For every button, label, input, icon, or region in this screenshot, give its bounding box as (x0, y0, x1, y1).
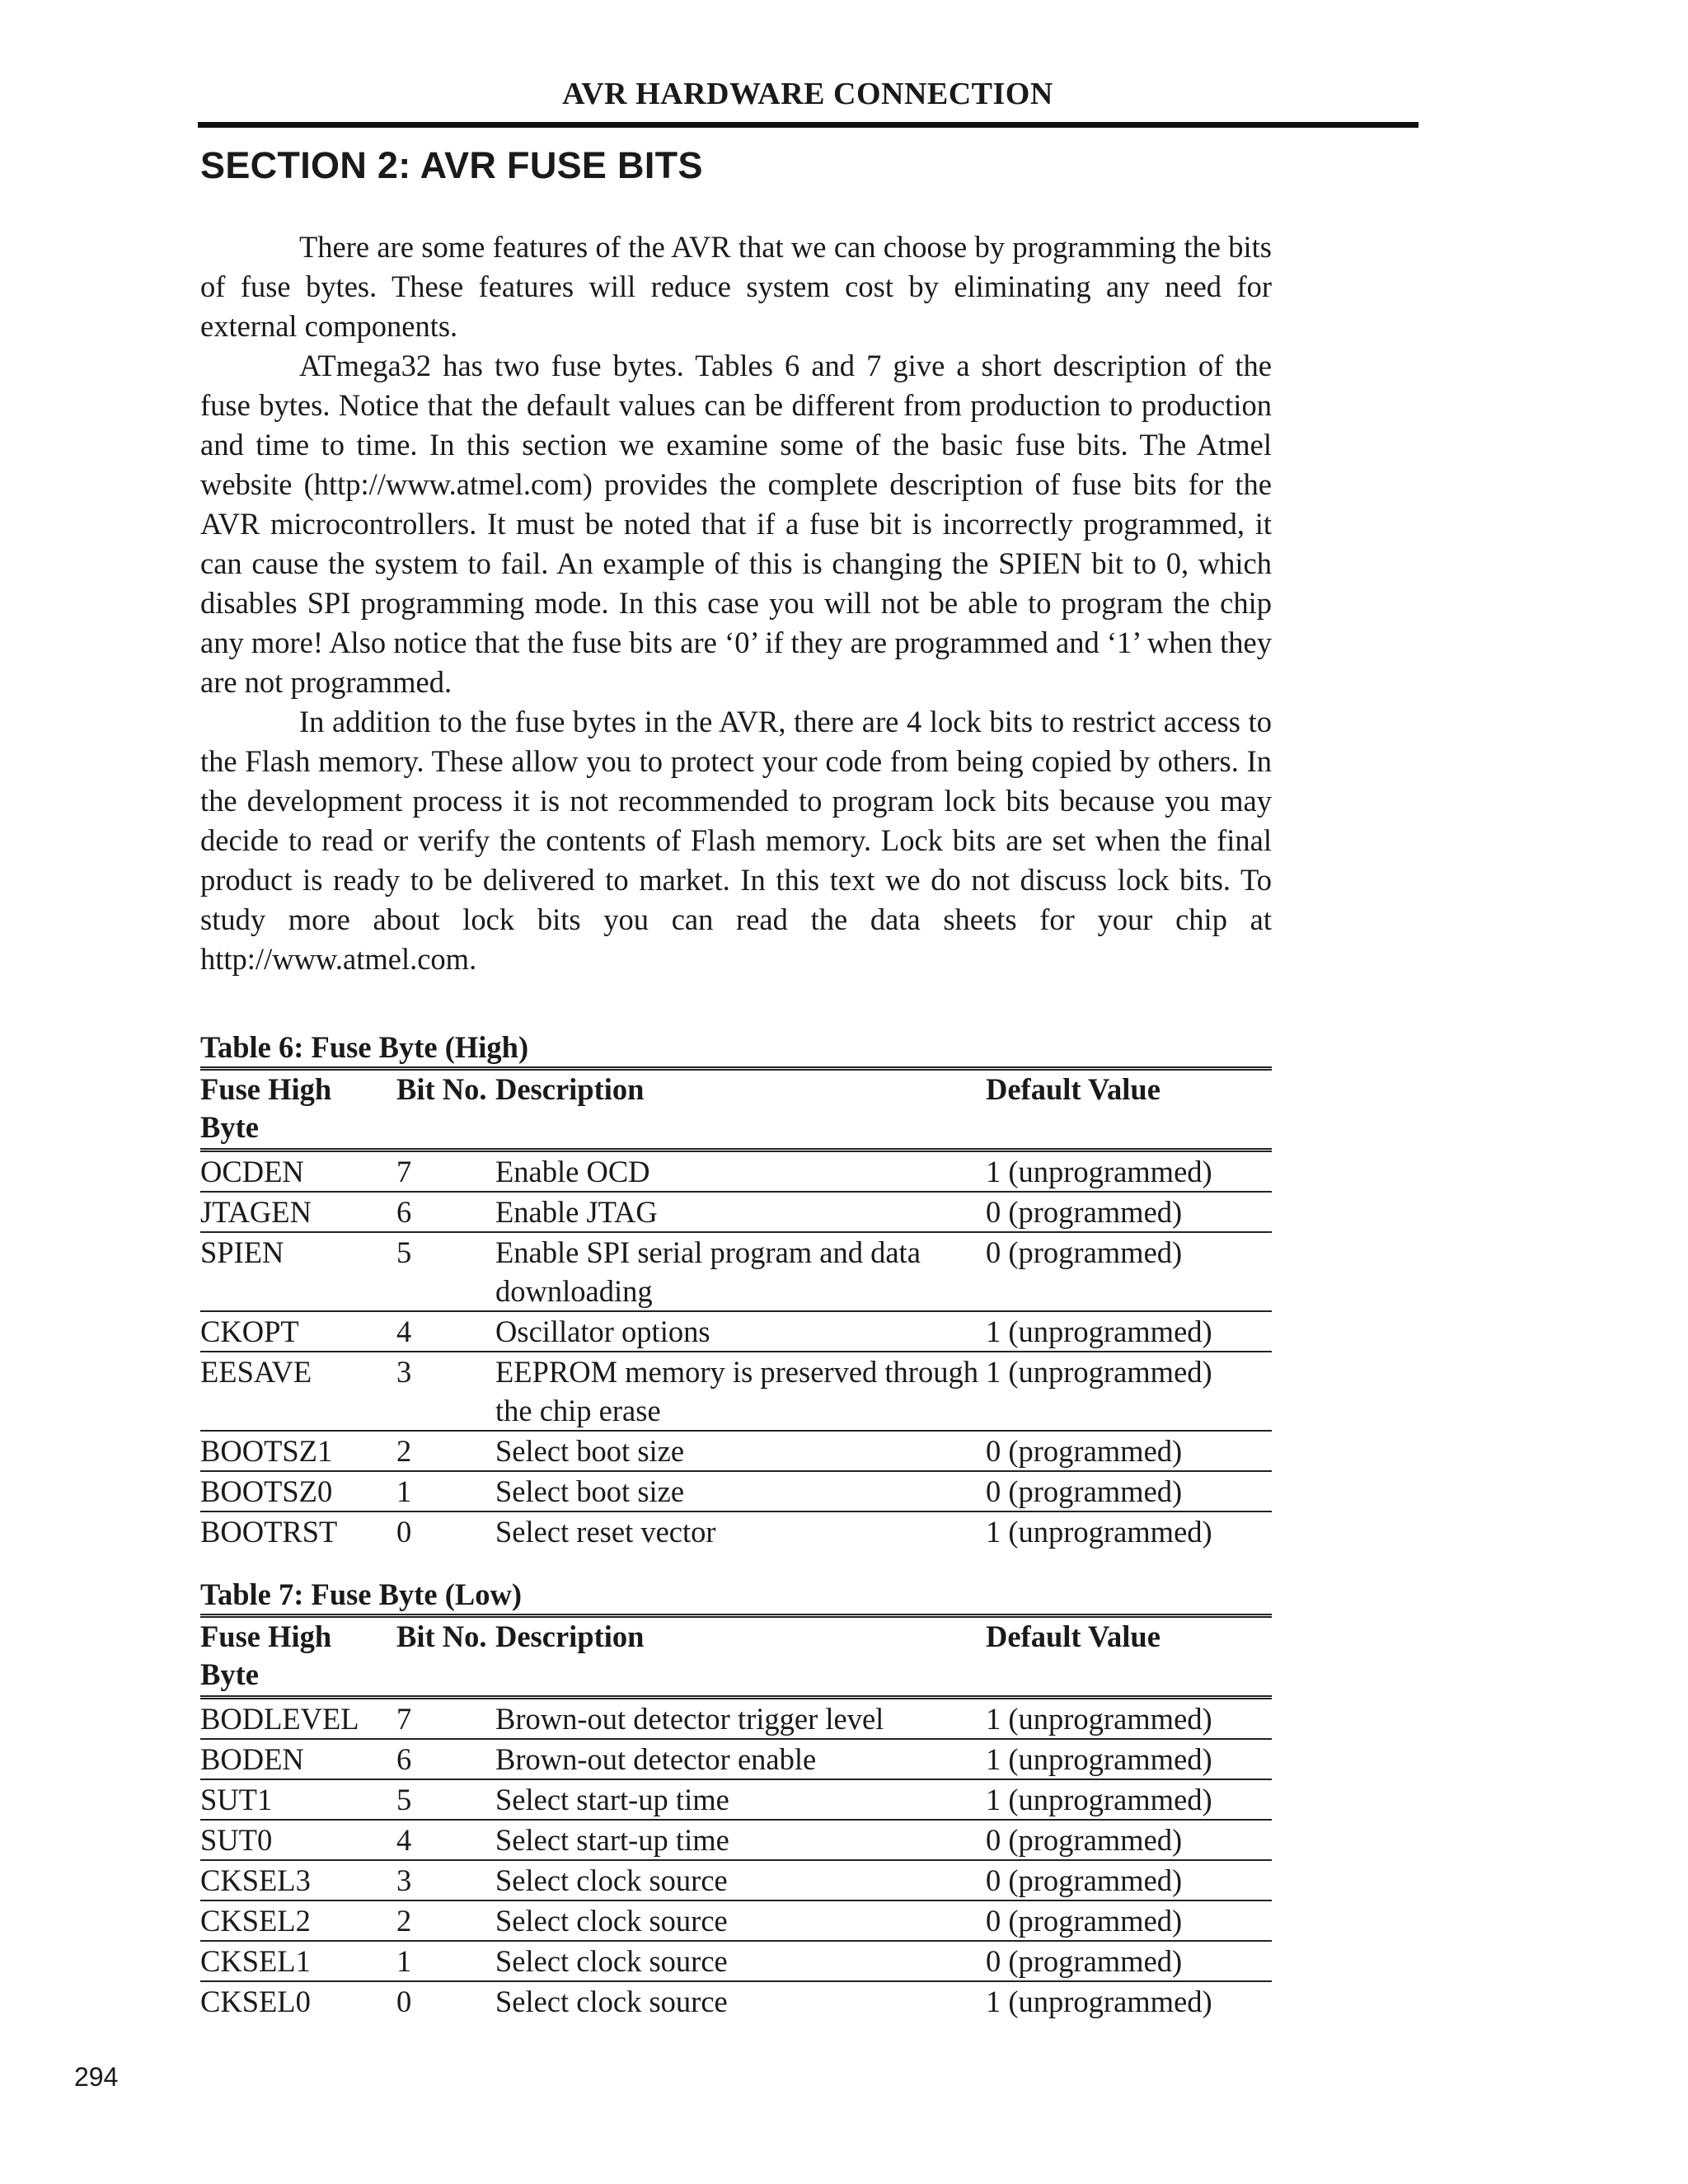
default-value: 0 (programmed) (986, 1474, 1183, 1508)
table-row (200, 1151, 1272, 1193)
fuse-name: EESAVE (200, 1355, 312, 1389)
table-row (200, 1941, 1272, 1981)
fuse-description: Select start-up time (495, 1783, 729, 1816)
table-6-header-bit: Bit No. (396, 1072, 487, 1106)
fuse-description: Enable JTAG (495, 1195, 658, 1229)
table-row (200, 1779, 1272, 1820)
fuse-description: Enable OCD (495, 1155, 650, 1188)
bit-number: 6 (396, 1195, 412, 1229)
default-value: 0 (programmed) (986, 1823, 1183, 1857)
table-row (200, 1981, 1272, 2021)
table-6-block (200, 1029, 1272, 1551)
default-value: 0 (programmed) (986, 1944, 1183, 1978)
table-row (200, 1511, 1272, 1551)
fuse-description: Select boot size (495, 1434, 685, 1468)
fuse-name: BOOTRST (200, 1515, 338, 1549)
fuse-description: Select clock source (495, 1985, 728, 2018)
fuse-name: BOOTSZ1 (200, 1434, 333, 1468)
default-value: 0 (programmed) (986, 1235, 1183, 1269)
bit-number: 0 (396, 1985, 412, 2018)
body-text (200, 227, 1272, 979)
bit-number: 4 (396, 1315, 412, 1348)
default-value: 1 (unprogrammed) (986, 1515, 1212, 1549)
table-7-header-row (200, 1616, 1272, 1698)
default-value: 1 (unprogrammed) (986, 1315, 1212, 1348)
bit-number: 3 (396, 1355, 412, 1389)
table-7-header-fuse: Fuse High Byte (200, 1619, 332, 1691)
bit-number: 7 (396, 1702, 412, 1736)
running-head: AVR HARDWARE CONNECTION (562, 77, 1053, 111)
paragraph-3: In addition to the fuse bytes in the AVR, there are 4 lock bits to restrict access to the Flash memory. These allow you to protect your code from being copied by others. In the development process it is not recommended to program lock bits because you may decide to read or verify the contents of Flash memory. Lock bits are set when the final product is ready to be delivered to market. In this text we do not discuss lock bits. To study more about lock bits you can read the data sheets for your chip at http://www.atmel.com. (200, 705, 1272, 976)
table-6-header-description: Description (495, 1072, 645, 1106)
table-row (200, 1860, 1272, 1900)
fuse-description: Select clock source (495, 1904, 728, 1938)
fuse-name: CKSEL3 (200, 1863, 311, 1897)
table-row (200, 1820, 1272, 1860)
fuse-name: BODLEVEL (200, 1702, 359, 1736)
bit-number: 1 (396, 1944, 412, 1978)
fuse-name: CKOPT (200, 1315, 299, 1348)
default-value: 1 (unprogrammed) (986, 1985, 1212, 2018)
table-row (200, 1739, 1272, 1779)
table-6-caption: Table 6: Fuse Byte (High) (200, 1030, 529, 1064)
default-value: 1 (unprogrammed) (986, 1742, 1212, 1776)
table-6-header-row (200, 1069, 1272, 1151)
bit-number: 2 (396, 1904, 412, 1938)
fuse-description: EEPROM memory is preserved through the chip erase (495, 1355, 978, 1427)
bit-number: 4 (396, 1823, 412, 1857)
bit-number: 7 (396, 1155, 412, 1188)
bit-number: 1 (396, 1474, 412, 1508)
table-row (200, 1471, 1272, 1511)
fuse-name: OCDEN (200, 1155, 304, 1188)
bit-number: 5 (396, 1783, 412, 1816)
fuse-name: CKSEL1 (200, 1944, 311, 1978)
table-row (200, 1192, 1272, 1232)
fuse-description: Select start-up time (495, 1823, 729, 1857)
header-rule (198, 122, 1418, 128)
table-row (200, 1431, 1272, 1471)
table-6-header-fuse: Fuse High Byte (200, 1072, 332, 1144)
table-row (200, 1311, 1272, 1352)
default-value: 1 (unprogrammed) (986, 1783, 1212, 1816)
fuse-name: SUT1 (200, 1783, 273, 1816)
section-title: SECTION 2: AVR FUSE BITS (200, 144, 703, 186)
table-6-header-default: Default Value (986, 1072, 1160, 1106)
default-value: 1 (unprogrammed) (986, 1355, 1212, 1389)
bit-number: 3 (396, 1863, 412, 1897)
table-7-caption: Table 7: Fuse Byte (Low) (200, 1577, 523, 1611)
table-row (200, 1698, 1272, 1740)
fuse-name: BOOTSZ0 (200, 1474, 333, 1508)
default-value: 0 (programmed) (986, 1434, 1183, 1468)
bit-number: 2 (396, 1434, 412, 1468)
fuse-name: CKSEL2 (200, 1904, 311, 1938)
table-7 (200, 1614, 1272, 2021)
fuse-description: Select reset vector (495, 1515, 716, 1549)
default-value: 0 (programmed) (986, 1904, 1183, 1938)
fuse-description: Select clock source (495, 1863, 728, 1897)
table-7-block (200, 1576, 1272, 2021)
default-value: 1 (unprogrammed) (986, 1702, 1212, 1736)
bit-number: 5 (396, 1235, 412, 1269)
paragraph-1: There are some features of the AVR that we can choose by programming the bits of fuse bytes. These features will reduce system cost by eliminating any need for external components. (200, 230, 1272, 343)
fuse-name: BODEN (200, 1742, 304, 1776)
table-row (200, 1232, 1272, 1311)
fuse-description: Brown-out detector trigger level (495, 1702, 884, 1736)
default-value: 0 (programmed) (986, 1195, 1183, 1229)
fuse-name: SPIEN (200, 1235, 284, 1269)
table-7-header-default: Default Value (986, 1619, 1160, 1653)
bit-number: 0 (396, 1515, 412, 1549)
fuse-description: Oscillator options (495, 1315, 710, 1348)
table-row (200, 1352, 1272, 1431)
fuse-description: Enable SPI serial program and data downloading (495, 1235, 921, 1308)
fuse-name: CKSEL0 (200, 1985, 311, 2018)
fuse-description: Select boot size (495, 1474, 685, 1508)
paragraph-2: ATmega32 has two fuse bytes. Tables 6 and 7 give a short description of the fuse bytes. Notice that the default values can be different from production to production and time to time. In this section we examine some of the basic fuse bits. The Atmel website (http://www.atmel.com) provides the complete description of fuse bits for the AVR microcontrollers. It must be noted that if a fuse bit is incorrectly programmed, it can cause the system to fail. An example of this is changing the SPIEN bit to 0, which disables SPI programming mode. In this case you will not be able to program the chip any more! Also notice that the fuse bits are ‘0’ if they are programmed and ‘1’ when they are not programmed. (200, 349, 1272, 699)
table-7-header-bit: Bit No. (396, 1619, 487, 1653)
fuse-description: Brown-out detector enable (495, 1742, 817, 1776)
bit-number: 6 (396, 1742, 412, 1776)
table-6 (200, 1066, 1272, 1551)
fuse-description: Select clock source (495, 1944, 728, 1978)
fuse-name: JTAGEN (200, 1195, 312, 1229)
table-row (200, 1900, 1272, 1941)
fuse-name: SUT0 (200, 1823, 273, 1857)
page-number: 294 (74, 2062, 119, 2092)
table-7-header-description: Description (495, 1619, 645, 1653)
default-value: 0 (programmed) (986, 1863, 1183, 1897)
default-value: 1 (unprogrammed) (986, 1155, 1212, 1188)
